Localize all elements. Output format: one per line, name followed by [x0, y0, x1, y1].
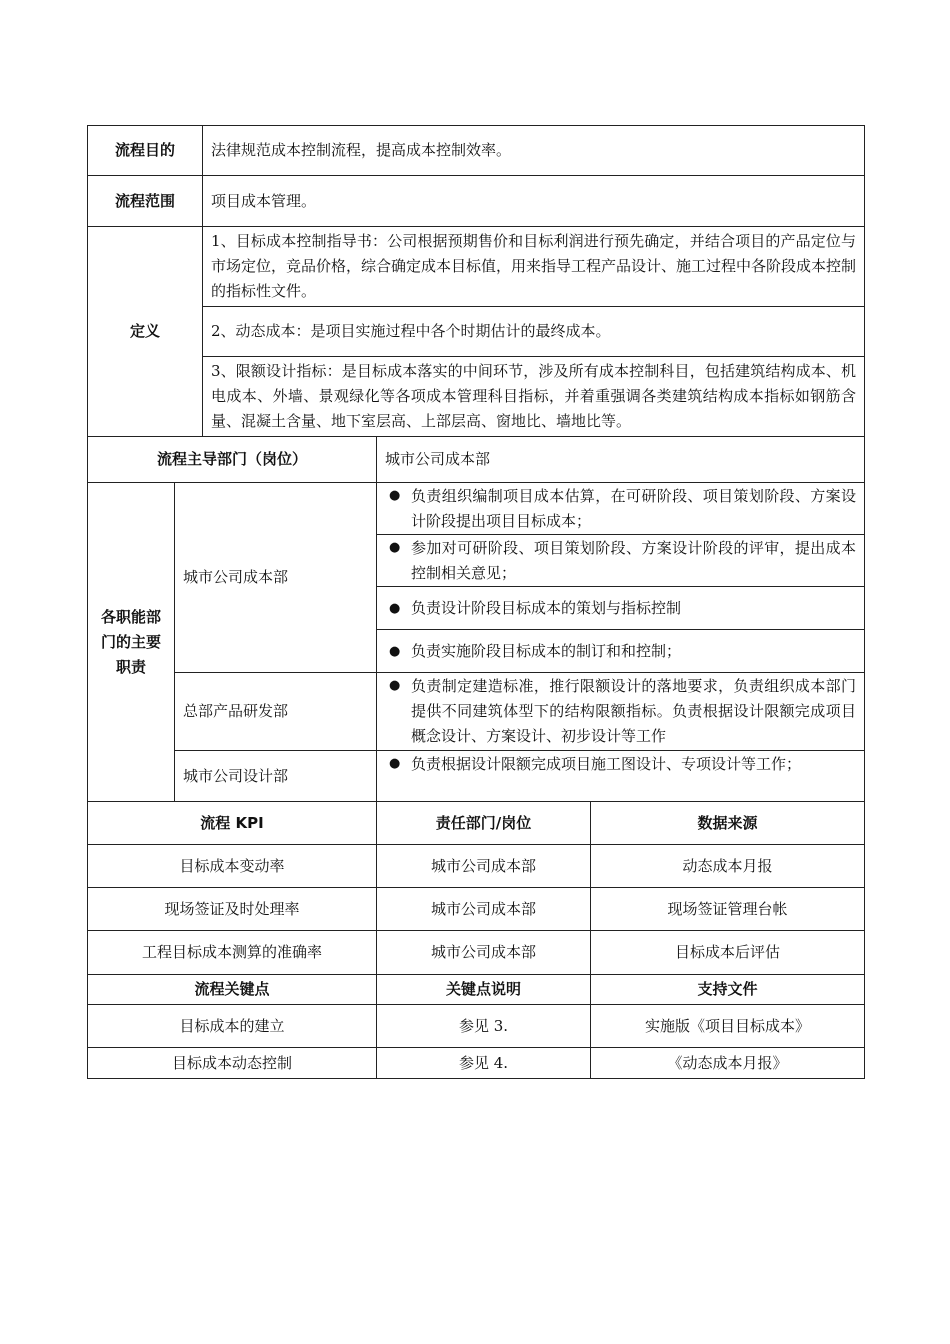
responsibilities-table: [87, 482, 865, 802]
definition-row: [88, 227, 865, 307]
keypoint-header-row: [88, 975, 865, 1005]
keypoint-cell: 实施版《项目目标成本》: [591, 1005, 865, 1048]
kpi-row: [88, 845, 865, 888]
kpi-cell: 目标成本后评估: [591, 931, 865, 975]
duty-text: 负责实施阶段目标成本的制订和和控制；: [411, 641, 682, 660]
duty-item: [377, 751, 865, 802]
kpi-cell: 目标成本变动率: [88, 845, 377, 888]
scope-label: 流程范围: [88, 176, 203, 227]
purpose-row: [88, 126, 865, 176]
keypoint-header: 支持文件: [591, 975, 865, 1005]
keypoint-row: [88, 1048, 865, 1079]
definition-label: 定义: [88, 227, 203, 437]
definition-item: 2、动态成本：是项目实施过程中各个时期估计的最终成本。: [203, 307, 865, 357]
kpi-cell: 动态成本月报: [591, 845, 865, 888]
definition-row: [88, 307, 865, 357]
kpi-table: [87, 801, 865, 1079]
lead-dept-value: 城市公司成本部: [377, 437, 865, 483]
kpi-header: 责任部门/岗位: [377, 802, 591, 845]
duty-text: 负责组织编制项目成本估算，在可研阶段、项目策划阶段、方案设计阶段提出项目目标成本；: [411, 487, 856, 530]
kpi-cell: 城市公司成本部: [377, 931, 591, 975]
lead-dept-label: 流程主导部门（岗位）: [88, 437, 377, 483]
overview-table: [87, 125, 865, 437]
scope-row: [88, 176, 865, 227]
bullet-icon: ●: [389, 756, 401, 771]
kpi-cell: 现场签证管理台帐: [591, 888, 865, 931]
bullet-icon: ●: [389, 540, 401, 555]
kpi-header: 流程 KPI: [88, 802, 377, 845]
duty-item: [377, 483, 865, 535]
duty-text: 负责设计阶段目标成本的策划与指标控制: [411, 598, 682, 617]
duty-item: [377, 587, 865, 630]
keypoint-cell: 参见 3.: [377, 1005, 591, 1048]
duty-item: [377, 673, 865, 751]
bullet-icon: ●: [389, 601, 401, 616]
bullet-icon: ●: [389, 488, 401, 503]
kpi-cell: 城市公司成本部: [377, 888, 591, 931]
dept-name: 城市公司设计部: [175, 751, 377, 802]
duty-row: [88, 751, 865, 802]
duty-item: [377, 535, 865, 587]
keypoint-cell: 目标成本动态控制: [88, 1048, 377, 1079]
bullet-icon: ●: [389, 644, 401, 659]
purpose-text: 法律规范成本控制流程，提高成本控制效率。: [203, 126, 865, 176]
responsibilities-label: 各职能部门的主要职责: [88, 483, 175, 802]
keypoint-header: 关键点说明: [377, 975, 591, 1005]
kpi-header-row: [88, 802, 865, 845]
dept-name: 城市公司成本部: [175, 483, 377, 673]
keypoint-row: [88, 1005, 865, 1048]
definition-item: 3、限额设计指标：是目标成本落实的中间环节，涉及所有成本控制科目，包括建筑结构成本、机电成本、外墙、景观绿化等各项成本管理科目指标，并着重强调各类建筑结构成本指标如钢筋含量、混凝土含量、地下室层高、上部层高、窗地比、墙地比等。: [203, 357, 865, 437]
kpi-cell: 现场签证及时处理率: [88, 888, 377, 931]
kpi-cell: 城市公司成本部: [377, 845, 591, 888]
duty-item: [377, 630, 865, 673]
kpi-cell: 工程目标成本测算的准确率: [88, 931, 377, 975]
keypoint-header: 流程关键点: [88, 975, 377, 1005]
dept-name: 总部产品研发部: [175, 673, 377, 751]
purpose-label: 流程目的: [88, 126, 203, 176]
duty-text: 参加对可研阶段、项目策划阶段、方案设计阶段的评审，提出成本控制相关意见；: [411, 539, 856, 582]
lead-dept-table: [87, 436, 865, 483]
duty-text: 负责根据设计限额完成项目施工图设计、专项设计等工作；: [411, 755, 802, 773]
scope-text: 项目成本管理。: [203, 176, 865, 227]
kpi-header: 数据来源: [591, 802, 865, 845]
kpi-row: [88, 888, 865, 931]
process-table: [87, 125, 864, 1079]
kpi-row: [88, 931, 865, 975]
keypoint-cell: 《动态成本月报》: [591, 1048, 865, 1079]
duty-text: 负责制定建造标准，推行限额设计的落地要求，负责组织成本部门提供不同建筑体型下的结构限额指标。负责根据设计限额完成项目概念设计、方案设计、初步设计等工作: [411, 677, 856, 745]
definition-item: 1、目标成本控制指导书：公司根据预期售价和目标利润进行预先确定，并结合项目的产品定位与市场定位，竞品价格，综合确定成本目标值，用来指导工程产品设计、施工过程中各阶段成本控制的指标性文件。: [203, 227, 865, 307]
lead-dept-row: [88, 437, 865, 483]
bullet-icon: ●: [389, 678, 401, 693]
duty-row: [88, 483, 865, 535]
duty-row: [88, 673, 865, 751]
definition-row: [88, 357, 865, 437]
keypoint-cell: 参见 4.: [377, 1048, 591, 1079]
keypoint-cell: 目标成本的建立: [88, 1005, 377, 1048]
